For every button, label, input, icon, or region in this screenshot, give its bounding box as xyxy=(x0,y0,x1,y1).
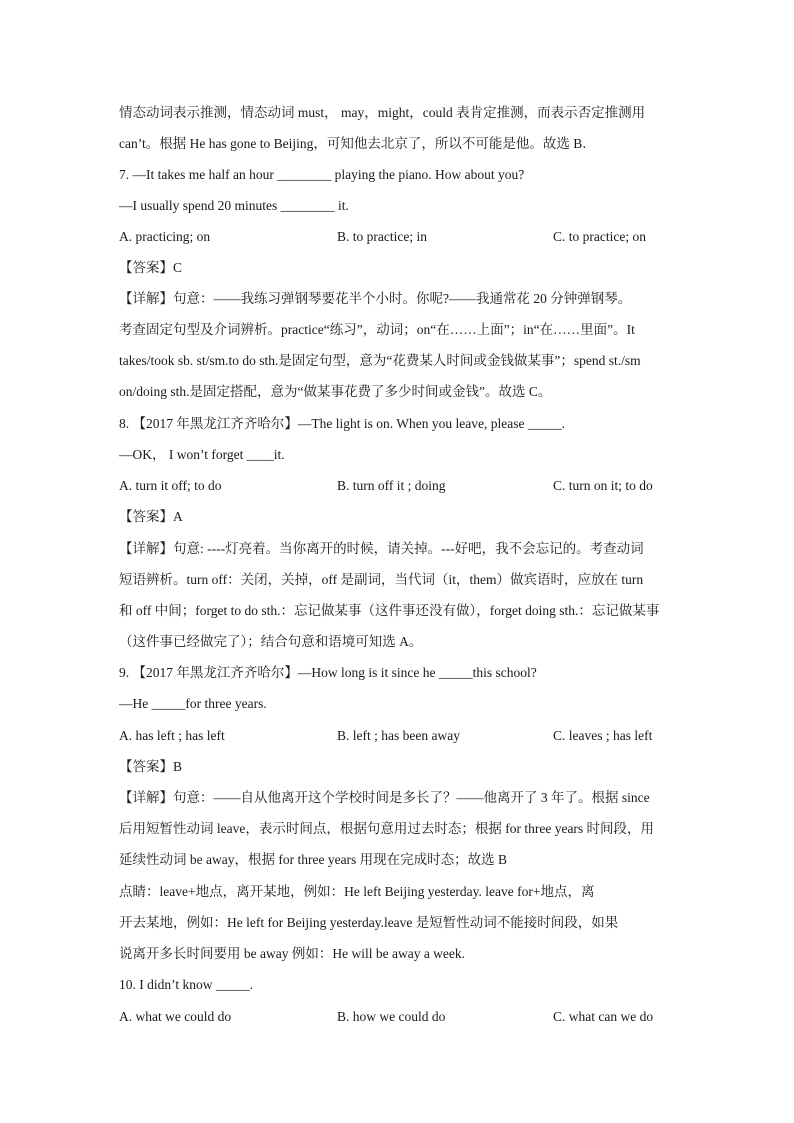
q9-tip: 点睛：leave+地点，离开某地，例如：He left Beijing yesterday. leave for+地点，离 xyxy=(119,884,595,899)
q8-explanation: （这件事已经做完了）；结合句意和语境可知选 A。 xyxy=(119,634,423,649)
q7-explanation: takes/took sb. st/sm.to do sth.是固定句型，意为“花费某人时间或金钱做某事”；spend st./sm xyxy=(119,353,641,368)
text-line: can’t。根据 He has gone to Beijing，可知他去北京了，所以不可能是他。故选 B． xyxy=(119,136,596,151)
question-8-reply: —OK， I won’t forget ____it. xyxy=(119,447,285,462)
q9-option-b: B. left ; has been away xyxy=(337,728,460,743)
q9-option-a: A. has left ; has left xyxy=(119,728,225,743)
text-line: 情态动词表示推测，情态动词 must， may，might，could 表肯定推测，而表示否定推测用 xyxy=(119,105,646,120)
q9-option-c: C. leaves ; has left xyxy=(553,728,653,743)
q8-explanation: 【详解】句意: ----灯亮着。当你离开的时候，请关掉。---好吧，我不会忘记的。考查动词 xyxy=(119,541,644,556)
question-8-stem: 8. 【2017 年黑龙江齐齐哈尔】—The light is on. When you leave, please _____. xyxy=(119,416,565,431)
q8-option-a: A. turn it off; to do xyxy=(119,478,222,493)
q10-option-a: A. what we could do xyxy=(119,1009,232,1024)
question-9-stem: 9. 【2017 年黑龙江齐齐哈尔】—How long is it since he _____this school? xyxy=(119,665,537,680)
q7-explanation: on/doing sth.是固定搭配，意为“做某事花费了多少时间或金钱”。故选 C。 xyxy=(119,384,552,399)
q9-tip: 说离开多长时间要用 be away 例如：He will be away a week. xyxy=(119,946,466,961)
q7-option-a: A. practicing; on xyxy=(119,229,211,244)
q9-explanation: 【详解】句意：——自从他离开这个学校时间是多长了？——他离开了 3 年了。根据 since xyxy=(119,790,650,805)
q8-explanation: 短语辨析。turn off：关闭，关掉，off 是副词，当代词（it，them）做宾语时，应放在 turn xyxy=(119,572,644,587)
question-7-reply: —I usually spend 20 minutes ________ it. xyxy=(119,198,349,213)
q8-option-b: B. turn off it ; doing xyxy=(337,478,446,493)
q7-answer: 【答案】C xyxy=(119,260,183,275)
q7-option-b: B. to practice; in xyxy=(337,229,427,244)
question-10-stem: 10. I didn’t know _____. xyxy=(119,977,253,992)
q10-option-c: C. what can we do xyxy=(553,1009,654,1024)
q8-answer: 【答案】A xyxy=(119,509,183,524)
q10-option-b: B. how we could do xyxy=(337,1009,446,1024)
q8-explanation: 和 off 中间；forget to do sth.：忘记做某事（这件事还没有做），forget doing sth.：忘记做某事 xyxy=(119,603,660,618)
q7-explanation: 【详解】句意：——我练习弹钢琴要花半个小时。你呢?——我通常花 20 分钟弹钢琴。 xyxy=(119,291,632,306)
q9-answer: 【答案】B xyxy=(119,759,183,774)
question-7-stem: 7. —It takes me half an hour ________ playing the piano. How about you? xyxy=(119,167,525,182)
q7-explanation: 考查固定句型及介词辨析。practice“练习”，动词；on“在……上面”；in“在……里面”。It xyxy=(119,322,635,337)
q9-explanation: 后用短暂性动词 leave，表示时间点，根据句意用过去时态；根据 for three years 时间段，用 xyxy=(119,821,655,836)
q9-tip: 开去某地，例如：He left for Beijing yesterday.leave 是短暂性动词不能接时间段，如果 xyxy=(119,915,619,930)
q7-option-c: C. to practice; on xyxy=(553,229,646,244)
q9-explanation: 延续性动词 be away，根据 for three years 用现在完成时态；故选 B xyxy=(119,852,508,867)
question-9-reply: —He _____for three years. xyxy=(119,696,267,711)
q8-option-c: C. turn on it; to do xyxy=(553,478,653,493)
